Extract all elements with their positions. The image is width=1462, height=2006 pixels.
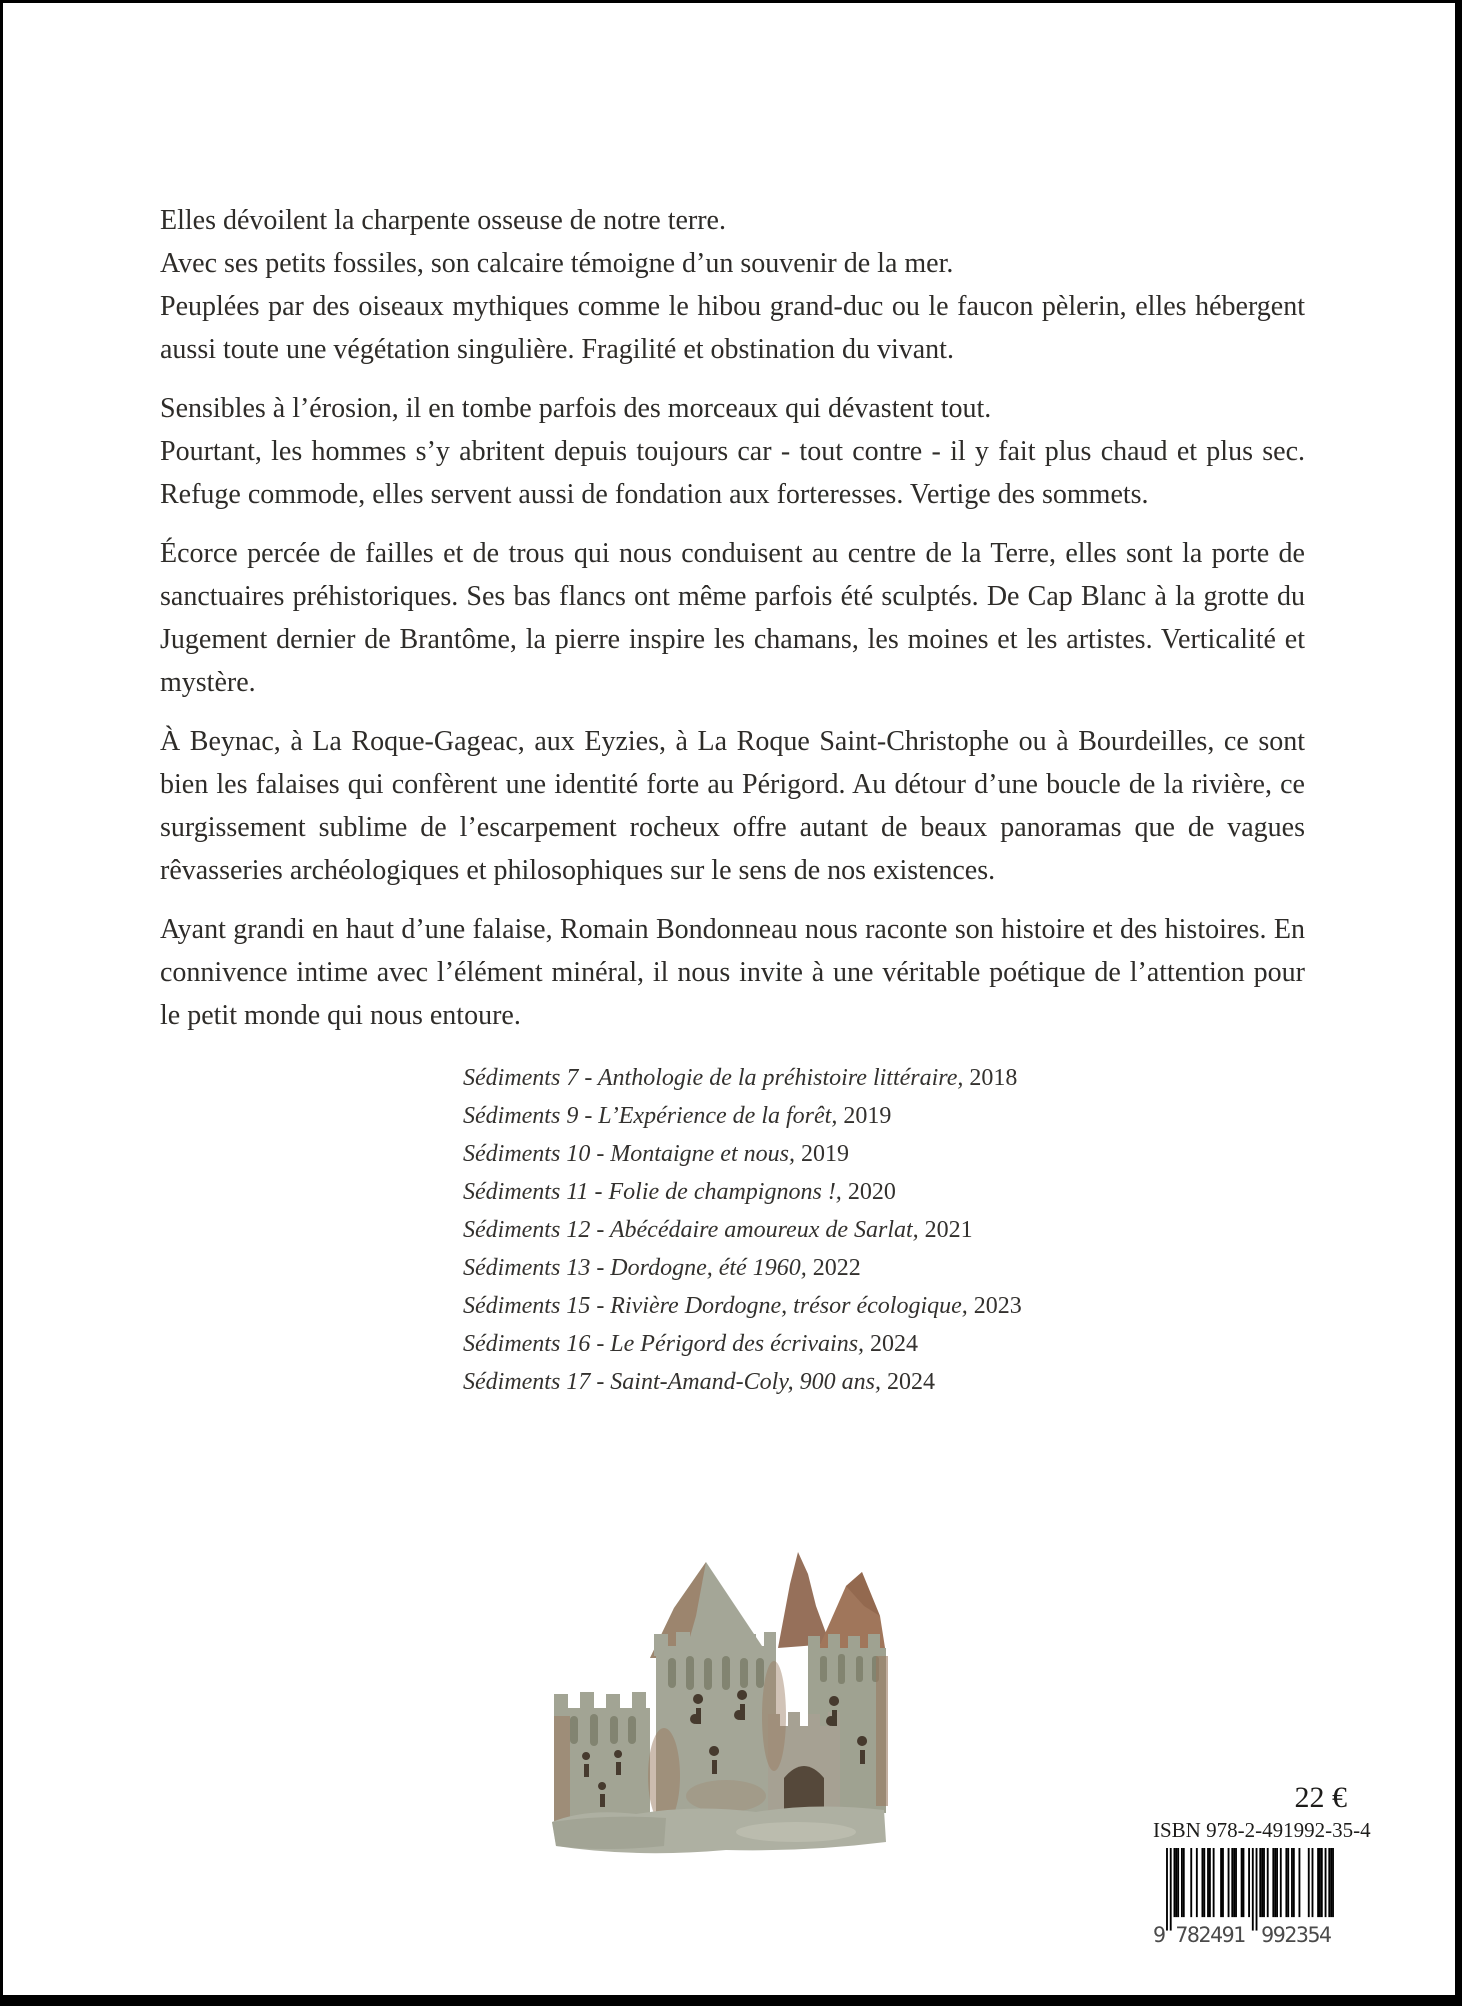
book-year: 2019 <box>843 1103 892 1129</box>
body-text-line: À Beynac, à La Roque-Gageac, aux Eyzies, à La Roque Saint-Christophe ou à Bourdeilles, ce sont bien les falaises qui confèrent une identité forte au Périgord. Au détour d’une boucle de la rivière, ce surgissement sublime de l’escarpement rocheux offre autant de beaux panoramas que de vagues rêvasseries archéologiques et philosophiques sur le sens de nos existences. <box>160 726 1305 886</box>
book-year: 2023 <box>973 1293 1022 1319</box>
svg-text:992354: 992354 <box>1261 1922 1333 1944</box>
body-text-line: Elles dévoilent la charpente osseuse de notre terre. <box>160 205 726 236</box>
book-list-item <box>463 1173 1022 1211</box>
book-list-item <box>463 1325 1022 1363</box>
body-text-line: Peuplées par des oiseaux mythiques comme le hibou grand-duc ou le faucon pèlerin, elles hébergent aussi toute une végétation singulière. Fragilité et obstination du vivant. <box>160 291 1305 365</box>
svg-text:9: 9 <box>1153 1922 1167 1944</box>
book-year: 2020 <box>847 1179 896 1205</box>
price-label: 22 € <box>1294 1781 1347 1814</box>
body-text-line: Avec ses petits fossiles, son calcaire témoigne d’un souvenir de la mer. <box>160 248 954 279</box>
book-year: 2018 <box>969 1065 1018 1091</box>
body-text-line: Écorce percée de failles et de trous qui nous conduisent au centre de la Terre, elles sont la porte de sanctuaires préhistoriques. Ses bas flancs ont même parfois été sculptés. De Cap Blanc à la grotte du Jugement dernier de Brantôme, la pierre inspire les chamans, les moines et les artistes. Verticalité et mystère. <box>160 538 1305 698</box>
body-text-line: Pourtant, les hommes s’y abritent depuis toujours car - tout contre - il y fait plus chaud et plus sec. Refuge commode, elles servent aussi de fondation aux forteresses. Vertige des sommets. <box>160 436 1305 510</box>
book-list-item <box>463 1097 1022 1135</box>
book-title: Sédiments 10 - Montaigne et nous, <box>463 1141 801 1167</box>
paragraph-1 <box>160 199 1305 371</box>
body-text-line: Sensibles à l’érosion, il en tombe parfois des morceaux qui dévastent tout. <box>160 393 992 424</box>
book-list-item <box>463 1059 1022 1097</box>
back-cover-text <box>160 199 1305 1053</box>
book-list-item <box>463 1135 1022 1173</box>
book-title: Sédiments 13 - Dordogne, été 1960, <box>463 1255 813 1281</box>
book-title: Sédiments 11 - Folie de champignons !, <box>463 1179 848 1205</box>
book-title: Sédiments 9 - L’Expérience de la forêt, <box>463 1103 844 1129</box>
body-text-line: Ayant grandi en haut d’une falaise, Romain Bondonneau nous raconte son histoire et des histoires. En connivence intime avec l’élément minéral, il nous invite à une véritable poétique de l’attention pour le petit monde qui nous entoure. <box>160 914 1305 1031</box>
paragraph-3 <box>160 532 1305 704</box>
book-title: Sédiments 12 - Abécédaire amoureux de Sarlat, <box>463 1217 925 1243</box>
castle-center-spire <box>778 1552 830 1648</box>
paragraph-2 <box>160 387 1305 516</box>
isbn-label: ISBN 978-2-491992-35-4 <box>1153 1818 1371 1842</box>
book-year: 2022 <box>812 1255 861 1281</box>
book-list-item <box>463 1363 1022 1401</box>
sediments-book-list <box>463 1059 1022 1401</box>
book-year: 2024 <box>886 1369 935 1395</box>
book-list-item <box>463 1211 1022 1249</box>
book-year: 2024 <box>870 1331 919 1357</box>
book-list-item <box>463 1249 1022 1287</box>
paragraph-4 <box>160 720 1305 892</box>
book-title: Sédiments 17 - Saint-Amand-Coly, 900 ans, <box>463 1369 887 1395</box>
svg-text:782491: 782491 <box>1175 1922 1247 1944</box>
book-title: Sédiments 7 - Anthologie de la préhistoire littéraire, <box>463 1065 970 1091</box>
cover-page <box>3 3 1455 1995</box>
book-list-item <box>463 1287 1022 1325</box>
castle-sculpture-image <box>546 1546 888 1866</box>
price-isbn-block <box>1153 1781 1371 1944</box>
book-title: Sédiments 15 - Rivière Dordogne, trésor écologique, <box>463 1293 974 1319</box>
book-title: Sédiments 16 - Le Périgord des écrivains, <box>463 1331 871 1357</box>
paragraph-5 <box>160 908 1305 1037</box>
book-year: 2019 <box>800 1141 849 1167</box>
book-year: 2021 <box>924 1217 973 1243</box>
ean13-barcode <box>1153 1848 1347 1944</box>
